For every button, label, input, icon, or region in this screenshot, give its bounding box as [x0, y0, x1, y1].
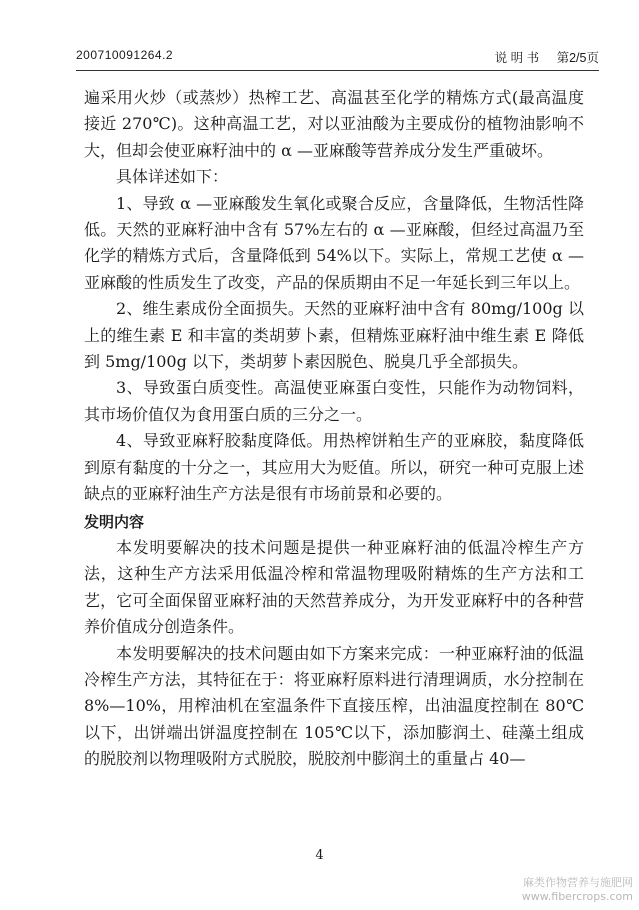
header-right	[481, 48, 599, 66]
watermark-line-1: 麻类作物营养与施肥网	[523, 876, 633, 889]
paragraph-3: 1、导致 α —亚麻酸发生氧化或聚合反应，含量降低，生物活性降低。天然的亚麻籽油中含有 57%左右的 α —亚麻酸，但经过高温乃至化学的精炼方式后，含量降低到 54%以下。实际上，常规工艺使 α —亚麻酸的性质发生了改变，产品的保质期由不足一年延长到三年以上。	[84, 193, 584, 292]
paragraph-8: 本发明要解决的技术问题由如下方案来完成：一种亚麻籽油的低温冷榨生产方法，其特征在于：将亚麻籽原料进行清理调质，水分控制在 8%—10%，用榨油机在室温条件下直接压榨，出油温度控制在 80℃以下，出饼端出饼温度控制在 105℃以下，添加膨润土、硅藻土组成的脱胶剂以物理吸附方式脱胶，脱胶剂中膨润土的重量占 40—	[84, 643, 584, 769]
document-body	[84, 85, 584, 773]
paragraph-5: 3、导致蛋白质变性。高温使亚麻蛋白变性，只能作为动物饲料，其市场价值仅为食用蛋白质的三分之一。	[84, 378, 584, 424]
page-number: 4	[315, 848, 324, 863]
page-indicator: 第2/5页	[556, 51, 599, 65]
document-number: 200710091264.2	[76, 48, 174, 62]
paragraph-4: 2、维生素成份全面损失。天然的亚麻籽油中含有 80mg/100g 以上的维生素 E 和丰富的类胡萝卜素，但精炼亚麻籽油中维生素 E 降低到 5mg/100g 以下，类胡萝卜素因脱色、脱臭几乎全部损失。	[84, 299, 584, 372]
paragraph-1: 遍采用火炒（或蒸炒）热榨工艺、高温甚至化学的精炼方式(最高温度接近 270℃)。这种高温工艺，对以亚油酸为主要成份的植物油影响不大，但却会使亚麻籽油中的 α —亚麻酸等营养成分发生严重破坏。	[84, 88, 584, 160]
paragraph-6: 4、导致亚麻籽胶黏度降低。用热榨饼粕生产的亚麻胶，黏度降低到原有黏度的十分之一，其应用大为贬值。所以，研究一种可克服上述缺点的亚麻籽油生产方法是很有市场前景和必要的。	[84, 431, 584, 504]
page-header	[76, 44, 599, 66]
watermark	[522, 876, 633, 904]
paragraph-7: 本发明要解决的技术问题是提供一种亚麻籽油的低温冷榨生产方法，这种生产方法采用低温冷榨和常温物理吸附精炼的生产方法和工艺，它可全面保留亚麻籽油的天然营养成分，为开发亚麻籽中的各种营养价值成分创造条件。	[84, 537, 584, 637]
section-heading: 发明内容	[84, 512, 145, 531]
watermark-line-2: www.fibercrops.com	[521, 890, 633, 903]
section-title: 说 明 书	[494, 51, 540, 65]
header-rule	[76, 70, 599, 71]
paragraph-2: 具体详述如下：	[116, 167, 229, 187]
